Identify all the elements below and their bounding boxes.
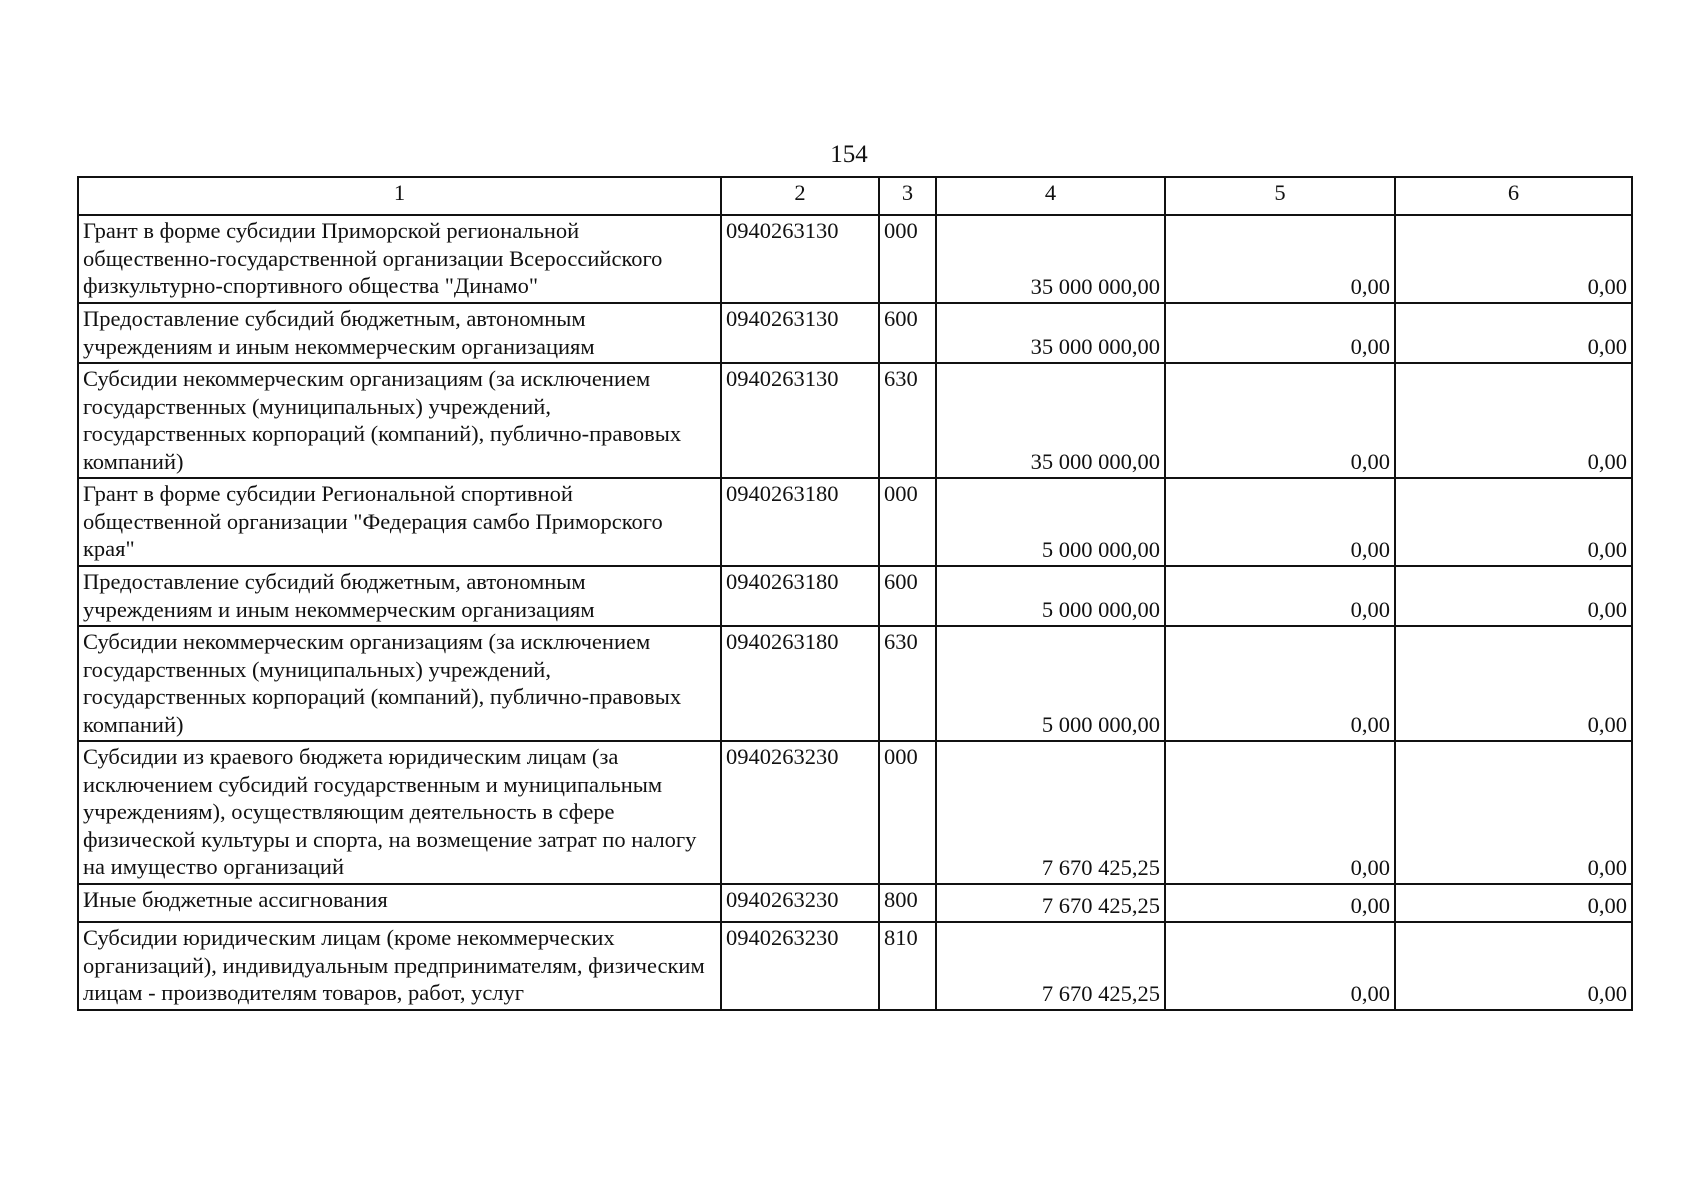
header-col-4: 4: [936, 177, 1165, 215]
row-amount-col5: 0,00: [1165, 478, 1395, 566]
header-col-2: 2: [721, 177, 879, 215]
row-name: Субсидии некоммерческим организациям (за исключением государственных (муниципальных) учреждений, государственных корпораций (компаний), публично-правовых компаний): [78, 626, 721, 741]
row-name: Грант в форме субсидии Региональной спортивной общественной организации "Федерация самбо Приморского края": [78, 478, 721, 566]
row-target-code: 0940263230: [721, 741, 879, 884]
row-expense-type: 000: [879, 478, 936, 566]
row-amount-col4: 5 000 000,00: [936, 566, 1165, 626]
table-row: [78, 922, 1632, 1010]
row-amount-col6: 0,00: [1395, 303, 1632, 363]
row-amount-col4: 35 000 000,00: [936, 303, 1165, 363]
row-amount-col5: 0,00: [1165, 884, 1395, 922]
page-number: 154: [830, 141, 868, 168]
row-amount-col4: 7 670 425,25: [936, 741, 1165, 884]
row-expense-type: 000: [879, 741, 936, 884]
row-amount-col5: 0,00: [1165, 215, 1395, 303]
row-amount-col5: 0,00: [1165, 566, 1395, 626]
header-row: [78, 177, 1632, 215]
row-amount-col4: 5 000 000,00: [936, 478, 1165, 566]
row-expense-type: 600: [879, 566, 936, 626]
row-target-code: 0940263130: [721, 303, 879, 363]
row-amount-col6: 0,00: [1395, 566, 1632, 626]
row-amount-col6: 0,00: [1395, 215, 1632, 303]
row-target-code: 0940263230: [721, 922, 879, 1010]
row-amount-col6: 0,00: [1395, 884, 1632, 922]
row-amount-col5: 0,00: [1165, 363, 1395, 478]
row-expense-type: 630: [879, 363, 936, 478]
table-row: [78, 741, 1632, 884]
row-amount-col4: 5 000 000,00: [936, 626, 1165, 741]
row-name: Субсидии юридическим лицам (кроме некоммерческих организаций), индивидуальным предпринимателям, физическим лицам - производителям товаров, работ, услуг: [78, 922, 721, 1010]
row-name: Предоставление субсидий бюджетным, автономным учреждениям и иным некоммерческим организациям: [78, 566, 721, 626]
row-expense-type: 800: [879, 884, 936, 922]
table-header: [78, 177, 1632, 215]
row-amount-col4: 35 000 000,00: [936, 363, 1165, 478]
row-target-code: 0940263130: [721, 215, 879, 303]
row-amount-col6: 0,00: [1395, 363, 1632, 478]
row-target-code: 0940263230: [721, 884, 879, 922]
table-row: [78, 215, 1632, 303]
row-name: Субсидии из краевого бюджета юридическим лицам (за исключением субсидий государственным и муниципальным учреждениям), осуществляющим деятельность в сфере физической культуры и спорта, на возмещение затрат по налогу на имущество организаций: [78, 741, 721, 884]
table-row: [78, 303, 1632, 363]
row-expense-type: 810: [879, 922, 936, 1010]
row-amount-col4: 7 670 425,25: [936, 922, 1165, 1010]
table-row: [78, 626, 1632, 741]
row-target-code: 0940263180: [721, 566, 879, 626]
row-amount-col6: 0,00: [1395, 922, 1632, 1010]
row-amount-col5: 0,00: [1165, 303, 1395, 363]
row-expense-type: 630: [879, 626, 936, 741]
header-col-3: 3: [879, 177, 936, 215]
row-target-code: 0940263130: [721, 363, 879, 478]
row-name: Предоставление субсидий бюджетным, автономным учреждениям и иным некоммерческим организациям: [78, 303, 721, 363]
budget-table: [77, 176, 1633, 1011]
row-expense-type: 000: [879, 215, 936, 303]
row-target-code: 0940263180: [721, 478, 879, 566]
row-target-code: 0940263180: [721, 626, 879, 741]
table-row: [78, 478, 1632, 566]
row-amount-col5: 0,00: [1165, 922, 1395, 1010]
row-name: Субсидии некоммерческим организациям (за исключением государственных (муниципальных) учреждений, государственных корпораций (компаний), публично-правовых компаний): [78, 363, 721, 478]
header-col-5: 5: [1165, 177, 1395, 215]
header-col-6: 6: [1395, 177, 1632, 215]
row-amount-col4: 35 000 000,00: [936, 215, 1165, 303]
row-amount-col6: 0,00: [1395, 626, 1632, 741]
row-amount-col5: 0,00: [1165, 741, 1395, 884]
table-row: [78, 363, 1632, 478]
row-amount-col6: 0,00: [1395, 478, 1632, 566]
row-amount-col6: 0,00: [1395, 741, 1632, 884]
row-amount-col4: 7 670 425,25: [936, 884, 1165, 922]
table-body: [78, 215, 1632, 1010]
row-expense-type: 600: [879, 303, 936, 363]
row-name: Грант в форме субсидии Приморской региональной общественно-государственной организации Всероссийского физкультурно-спортивного общества "Динамо": [78, 215, 721, 303]
table-row: [78, 566, 1632, 626]
table-row: [78, 884, 1632, 922]
header-col-1: 1: [78, 177, 721, 215]
row-amount-col5: 0,00: [1165, 626, 1395, 741]
row-name: Иные бюджетные ассигнования: [78, 884, 721, 922]
